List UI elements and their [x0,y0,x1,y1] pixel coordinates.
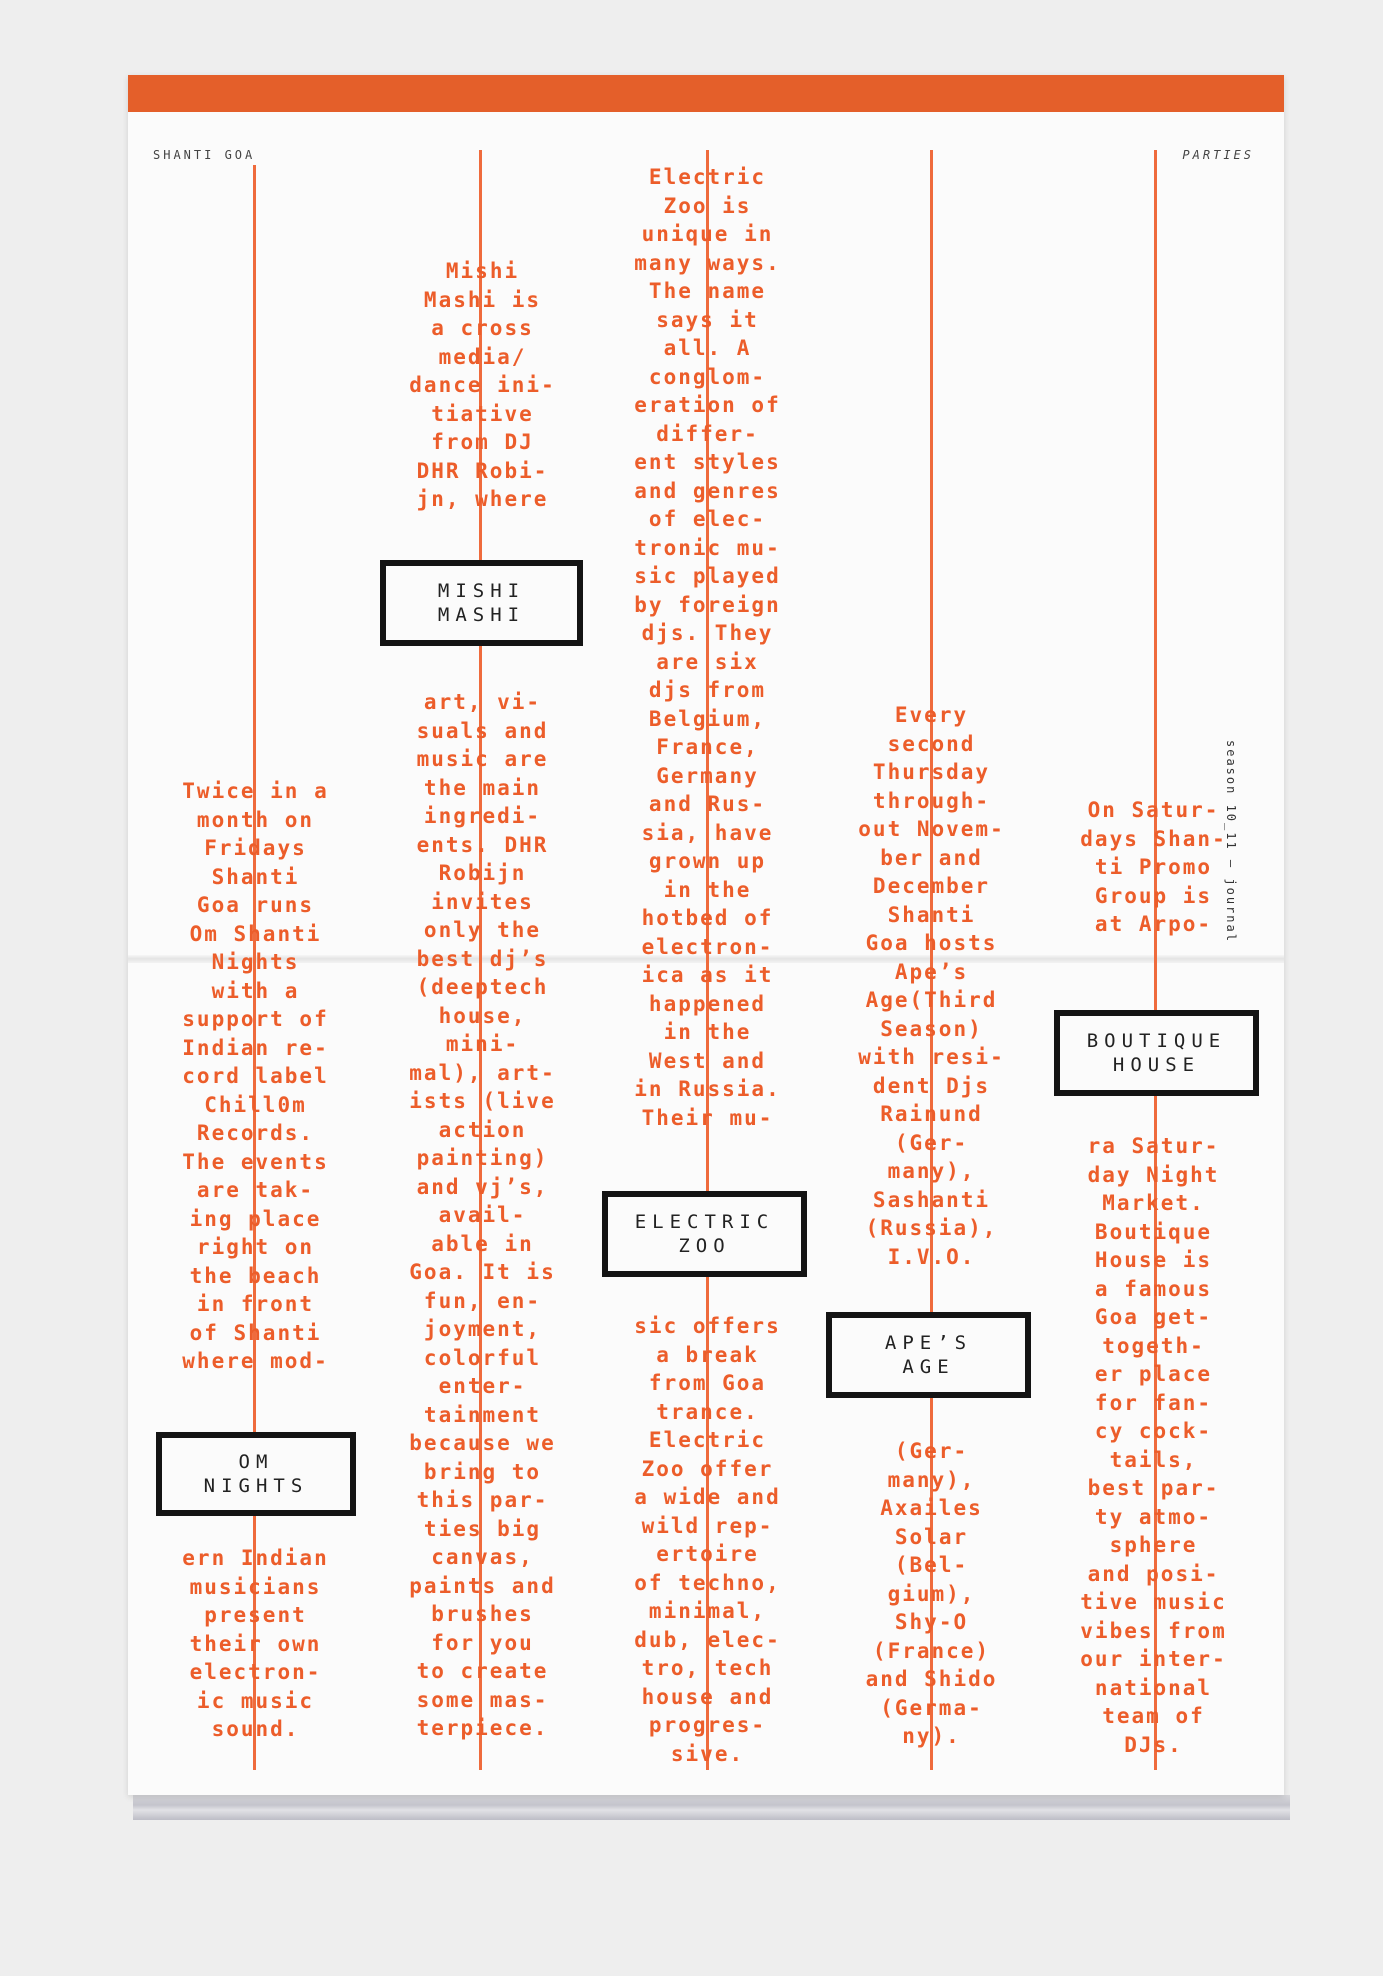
apes-age-label: APE’S AGE [826,1312,1031,1398]
running-head-right: PARTIES [1182,148,1254,162]
om-nights-label: OM NIGHTS [156,1432,356,1516]
apes-age-text-top: Every second Thursday through- out Novem- ber and December Shanti Goa hosts Ape’s Age(Third Season) with resi- dent Djs Rainund (Ger- many), Sashanti (Russia), I.V.O. [858,703,1005,1269]
running-head-left: SHANTI GOA [153,148,256,162]
electric-zoo-text-bottom: sic offers a break from Goa trance. Electric Zoo offer a wide and wild rep- ertoire of techno, minimal, dub, elec- tro, tech house and progres- sive. [634,1314,781,1766]
accent-bar [128,75,1284,112]
electric-zoo-label: ELECTRIC ZOO [602,1191,807,1277]
apes-age-text-bottom: (Ger- many), Axailes Solar (Bel- gium), Shy-O (France) and Shido (Germa- ny). [865,1439,998,1748]
page-edges [133,1795,1290,1820]
om-nights-text-bottom: ern Indian musicians present their own electron- ic music sound. [182,1546,329,1741]
boutique-house-text-top: On Satur- days Shan- ti Promo Group is at Arpo- [1080,798,1227,936]
om-nights-text-top: Twice in a month on Fridays Shanti Goa runs Om Shanti Nights with a support of Indian re- cord label Chill0m Records. The events are tak- ing place right on the beach in front of Shanti where mod- [182,779,329,1373]
boutique-house-label: BOUTIQUE HOUSE [1054,1010,1259,1096]
mishi-mashi-label: MISHI MASHI [380,560,583,646]
side-running-text: season 10_11 — journal [1224,740,1238,943]
mishi-mashi-text-bottom: art, vi- suals and music are the main ingredi- ents. DHR Robijn invites only the best dj’s (deeptech house, mini- mal), art- ists (live action painting) and vj’s, avail- able in Goa. It is fun, en- joyment, colorful enter- tainment because we bring to this par- ties big canvas, paints and brushes for you to create some mas- terpiece. [409,690,556,1740]
magazine-spread [128,75,1284,1795]
electric-zoo-text-top: Electric Zoo is unique in many ways. The name says it all. A conglom- eration of differ- ent styles and genres of elec- tronic mu- sic played by foreign djs. They are six djs from Belgium, France, Germany and Rus- sia, have grown up in the hotbed of electron- ica as it happened in the West and in Russia. Their mu- [634,165,781,1130]
boutique-house-text-bottom: ra Satur- day Night Market. Boutique House is a famous Goa get- togeth- er place for fan- cy cock- tails, best par- ty atmo- sphere and posi- tive music vibes from our inter- national team of DJs. [1080,1134,1227,1757]
mishi-mashi-text-top: Mishi Mashi is a cross media/ dance ini- tiative from DJ DHR Robi- jn, where [409,259,556,511]
